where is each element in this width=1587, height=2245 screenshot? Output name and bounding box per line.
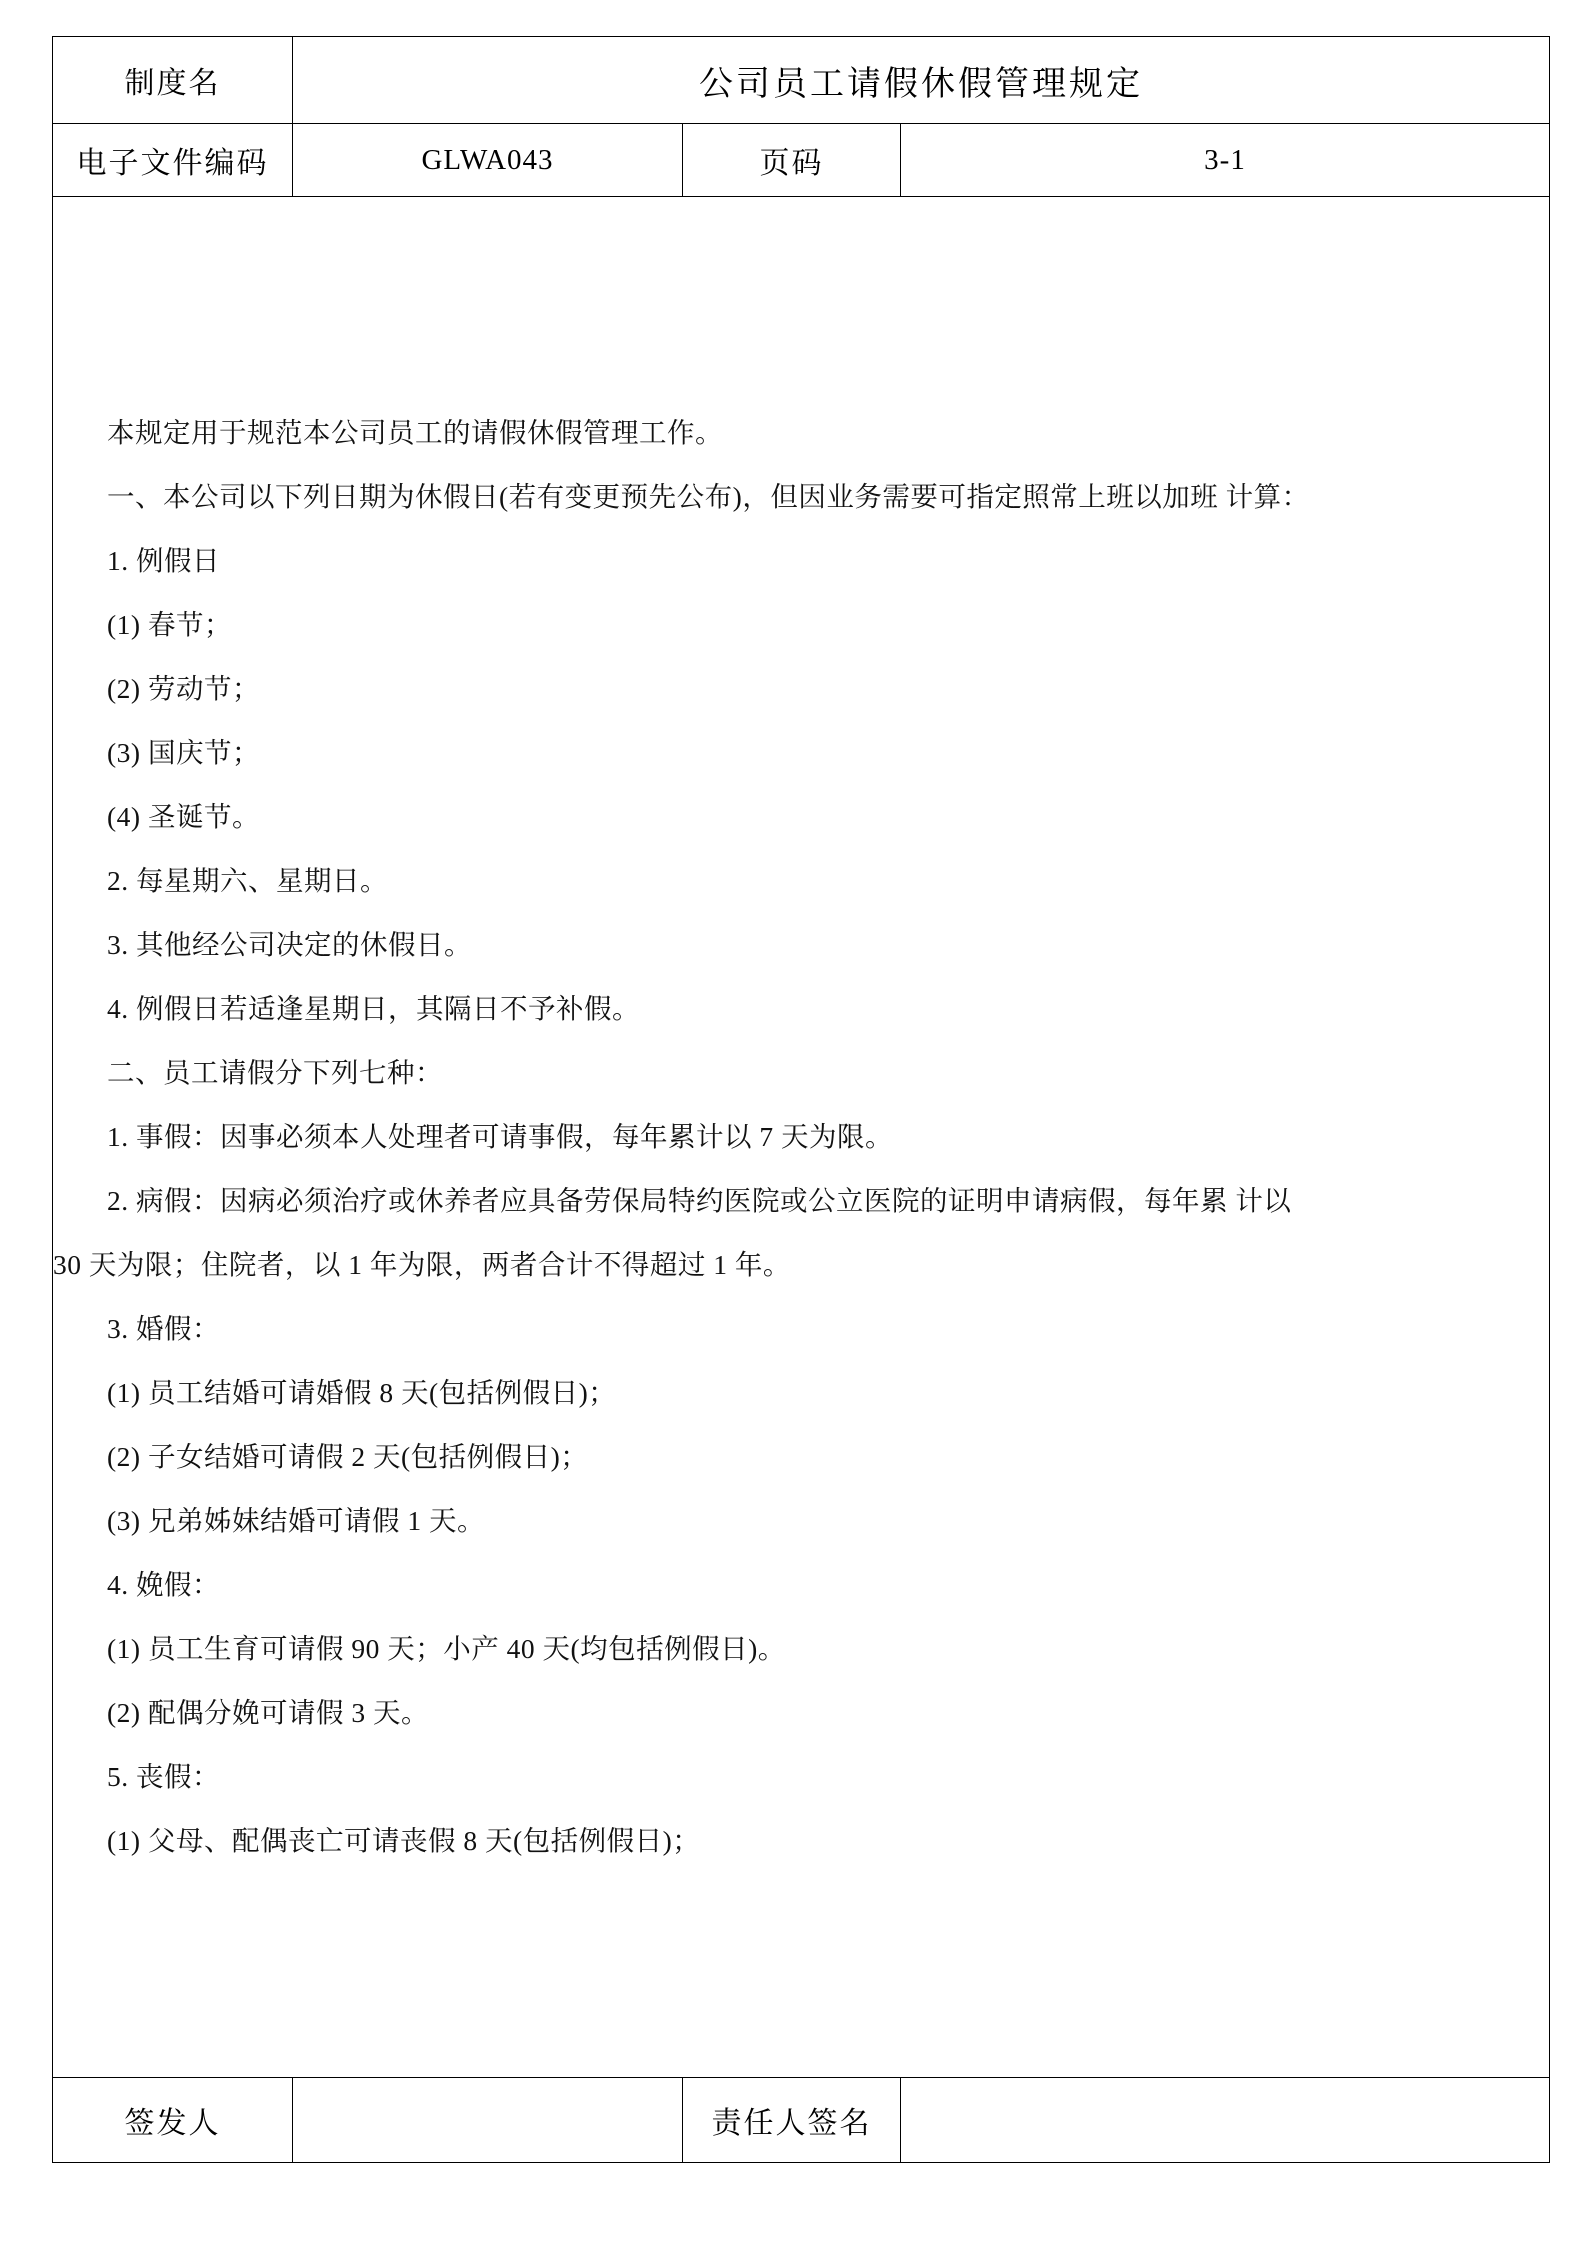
- issuer-label: 签发人: [53, 2078, 293, 2163]
- paragraph-section-one: 一、本公司以下列日期为休假日(若有变更预先公布)，但因业务需要可指定照常上班以加班 计算：: [107, 481, 1310, 512]
- paragraph-holiday-national-day: (3) 国庆节；: [107, 737, 260, 768]
- paragraph-maternity-spouse: (2) 配偶分娩可请假 3 天。: [107, 1697, 429, 1728]
- footer-row: [53, 2078, 1550, 2163]
- body-content: [53, 401, 1549, 1873]
- document-title: 公司员工请假休假管理规定: [293, 37, 1550, 124]
- paragraph-holiday-no-substitute: 4. 例假日若适逢星期日，其隔日不予补假。: [107, 993, 640, 1024]
- file-code-label: 电子文件编码: [53, 124, 293, 197]
- sick-leave-line-2: 30 天为限；住院者，以 1 年为限，两者合计不得超过 1 年。: [53, 1249, 791, 1280]
- paragraph-sick-leave: [53, 1169, 1549, 1297]
- paragraph-holiday-labor-day: (2) 劳动节；: [107, 673, 260, 704]
- sick-leave-line-1: 2. 病假：因病必须治疗或休养者应具备劳保局特约医院或公立医院的证明申请病假，每年累 计以: [107, 1185, 1292, 1216]
- paragraph-personal-leave: 1. 事假：因事必须本人处理者可请事假，每年累计以 7 天为限。: [107, 1121, 893, 1152]
- page-number-label: 页码: [683, 124, 901, 197]
- document-table: [52, 36, 1550, 2163]
- paragraph-bereavement-leave-heading: 5. 丧假：: [107, 1761, 220, 1792]
- page-number-value: 3-1: [901, 124, 1550, 197]
- paragraph-holiday-christmas: (4) 圣诞节。: [107, 801, 260, 832]
- system-name-label: 制度名: [53, 37, 293, 124]
- paragraph-maternity-leave-heading: 4. 娩假：: [107, 1569, 220, 1600]
- issuer-signature-field[interactable]: [293, 2078, 683, 2163]
- header-row-title: [53, 37, 1550, 124]
- paragraph-holiday-heading: 1. 例假日: [107, 545, 220, 576]
- header-row-code: [53, 124, 1550, 197]
- paragraph-holiday-weekend: 2. 每星期六、星期日。: [107, 865, 388, 896]
- responsible-person-label: 责任人签名: [683, 2078, 901, 2163]
- body-row: [53, 197, 1550, 2078]
- paragraph-maternity-birth: (1) 员工生育可请假 90 天；小产 40 天(均包括例假日)。: [107, 1633, 786, 1664]
- paragraph-intro: 本规定用于规范本公司员工的请假休假管理工作。: [107, 417, 723, 448]
- paragraph-marriage-leave-heading: 3. 婚假：: [107, 1313, 220, 1344]
- paragraph-bereavement-parents-spouse: (1) 父母、配偶丧亡可请丧假 8 天(包括例假日)；: [107, 1825, 701, 1856]
- paragraph-holiday-spring-festival: (1) 春节；: [107, 609, 232, 640]
- file-code-value: GLWA043: [293, 124, 683, 197]
- paragraph-marriage-siblings: (3) 兄弟姊妹结婚可请假 1 天。: [107, 1505, 485, 1536]
- paragraph-marriage-children: (2) 子女结婚可请假 2 天(包括例假日)；: [107, 1441, 589, 1472]
- paragraph-marriage-self: (1) 员工结婚可请婚假 8 天(包括例假日)；: [107, 1377, 617, 1408]
- document-body: [53, 197, 1550, 2078]
- paragraph-section-two: 二、员工请假分下列七种：: [107, 1057, 443, 1088]
- responsible-person-signature-field[interactable]: [901, 2078, 1550, 2163]
- paragraph-holiday-other: 3. 其他经公司决定的休假日。: [107, 929, 472, 960]
